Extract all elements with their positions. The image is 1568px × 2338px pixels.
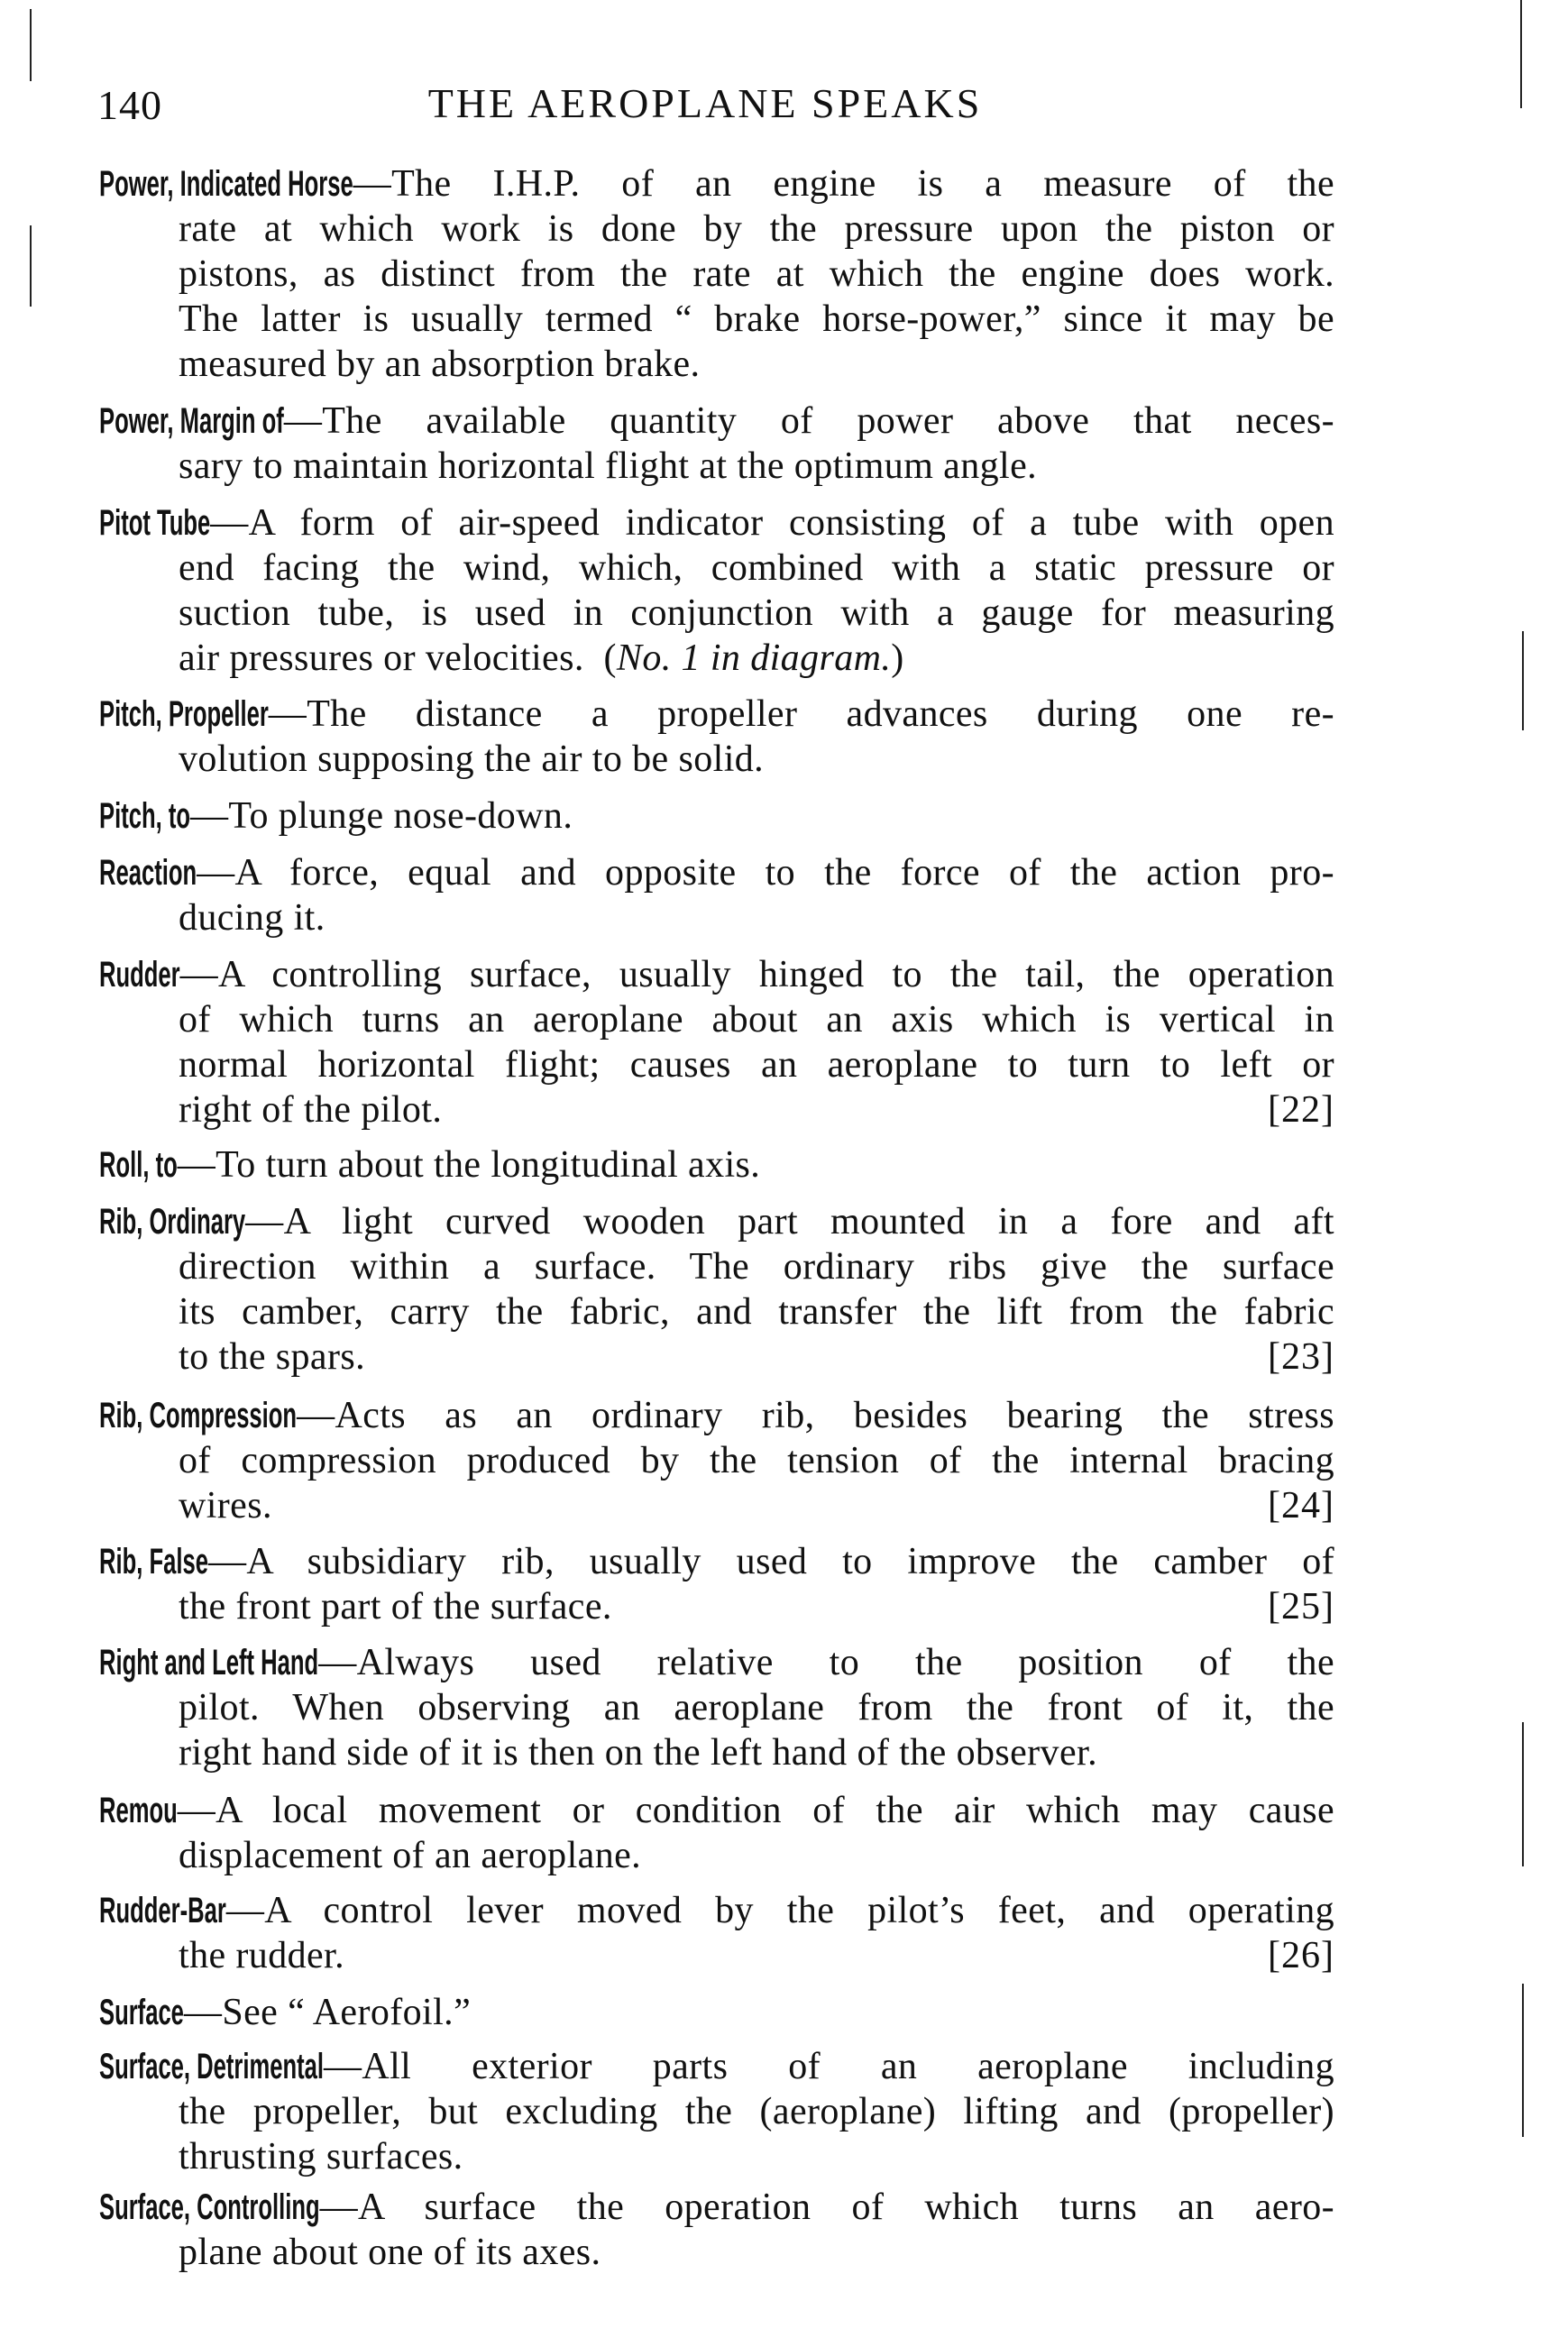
entry-term: Surface — [99, 1993, 184, 2032]
entry-line — [99, 2044, 1334, 2089]
entry-line-text — [99, 954, 1334, 995]
entry-term: Rudder-Bar — [99, 1891, 226, 1930]
entry-line — [179, 1289, 1334, 1334]
entry-term: Remou — [99, 1791, 178, 1830]
entry-term: Pitch, Propeller — [99, 694, 269, 734]
entry-line-text — [99, 2187, 1334, 2228]
entry-line-text — [179, 1687, 1334, 1728]
entry-line — [179, 2134, 1334, 2179]
definition-text: pistons, as distinct from the rate at which the engine does work. — [179, 253, 1334, 295]
entry-line — [179, 737, 1334, 782]
entry-line — [99, 850, 1334, 895]
entry-line-text — [179, 342, 700, 387]
entry-line-text — [179, 1440, 1334, 1481]
entry-line-text — [99, 693, 1334, 735]
entry-line-text — [99, 1890, 1334, 1931]
figure-reference: [23] — [1268, 1336, 1334, 1378]
entry-term: Pitot Tube — [99, 503, 211, 543]
entry-term: Power, Margin of — [99, 401, 284, 441]
entry-line — [99, 399, 1334, 444]
definition-text: its camber, carry the fabric, and transfer the lift from the fabric — [179, 1291, 1334, 1333]
glossary-entry — [99, 1142, 1334, 1187]
definition-text: displacement of an aeroplane. — [179, 1835, 642, 1876]
entry-line-text — [179, 208, 1334, 250]
definition-text: air pressures or velocities. — [179, 637, 584, 679]
entry-line-text — [99, 793, 573, 839]
entry-line — [99, 2185, 1334, 2230]
entry-line — [99, 1640, 1334, 1685]
scan-edge-right — [1522, 1722, 1524, 1866]
figure-reference: [25] — [1268, 1586, 1334, 1627]
definition-text: —All exterior parts of an aeroplane including — [323, 2046, 1334, 2087]
definition-text: to the spars. — [179, 1336, 365, 1378]
figure-reference: [22] — [1268, 1089, 1334, 1131]
definition-text: The latter is usually termed “ brake horse-power,” since it may be — [179, 298, 1334, 340]
definition-text: right of the pilot. — [179, 1089, 443, 1131]
entry-line-text — [99, 1201, 1334, 1242]
glossary-entry — [99, 161, 1334, 387]
entry-line-text — [179, 592, 1334, 634]
entry-line — [179, 1685, 1334, 1730]
entry-line — [99, 1142, 1334, 1187]
entry-line — [99, 1393, 1334, 1438]
definition-text: —A form of air-speed indicator consisting of a tube with open — [210, 502, 1334, 544]
glossary-entry — [99, 793, 1334, 839]
entry-line — [179, 636, 1334, 681]
entry-line — [179, 1244, 1334, 1289]
entry-line-text — [179, 1334, 365, 1380]
definition-text: —The distance a propeller advances during one re- — [268, 693, 1334, 735]
figure-reference: [26] — [1268, 1935, 1334, 1976]
definition-text: wires. — [179, 1485, 272, 1527]
entry-line-text — [179, 1291, 1334, 1333]
entry-line-text — [179, 298, 1334, 340]
entry-line-text — [99, 1990, 471, 2035]
entry-term: Rib, Ordinary — [99, 1202, 246, 1242]
glossary-entry — [99, 692, 1334, 782]
definition-text: right hand side of it is then on the left hand of the observer. — [179, 1732, 1097, 1774]
glossary-entry — [99, 500, 1334, 681]
entry-line — [179, 895, 1334, 940]
entry-line-text — [179, 2134, 463, 2179]
entry-line-text — [179, 547, 1334, 589]
entry-line — [179, 206, 1334, 252]
entry-line — [99, 952, 1334, 997]
entry-line-text — [179, 1044, 1334, 1086]
glossary-entry — [99, 1199, 1334, 1380]
entry-line — [179, 252, 1334, 297]
entry-line-text — [179, 1584, 612, 1629]
scan-edge-right — [1522, 631, 1524, 730]
entry-term: Surface, Detrimental — [99, 2047, 324, 2086]
entry-line-text — [99, 1142, 760, 1187]
definition-text: —A force, equal and opposite to the force of the action pro- — [197, 852, 1334, 894]
definition-text: —To plunge nose-down. — [189, 795, 573, 837]
entry-line — [179, 1438, 1334, 1483]
entry-line-text — [179, 636, 904, 681]
entry-line — [179, 297, 1334, 342]
entry-term: Pitch, to — [99, 796, 190, 836]
entry-line — [99, 161, 1334, 206]
definition-text: pilot. When observing an aeroplane from the front of it, the — [179, 1687, 1334, 1728]
scan-edge-right — [1520, 0, 1522, 108]
entry-line-text — [179, 1730, 1097, 1775]
entry-line — [179, 591, 1334, 636]
entry-line-text — [179, 895, 326, 940]
entry-term: Rib, Compression — [99, 1396, 298, 1435]
scan-edge-right — [1522, 1984, 1524, 2137]
entry-line-text — [99, 1790, 1334, 1831]
entry-line — [179, 2230, 1334, 2275]
diagram-note: (No. 1 in diagram.) — [603, 637, 904, 679]
entry-line — [179, 546, 1334, 591]
entry-line — [179, 444, 1334, 489]
entry-line-text — [99, 400, 1334, 442]
glossary-entry — [99, 2185, 1334, 2275]
entry-line-text — [179, 444, 1037, 489]
entry-line-text — [99, 502, 1334, 544]
definition-text: the front part of the surface. — [179, 1586, 612, 1627]
definition-text: ducing it. — [179, 897, 326, 939]
entry-line-text — [179, 2091, 1334, 2132]
entry-line — [179, 1833, 1334, 1878]
scan-edge-left — [30, 225, 32, 307]
entry-line-text — [179, 999, 1334, 1041]
glossary-entry — [99, 1888, 1334, 1978]
glossary-entry — [99, 1640, 1334, 1775]
entry-line — [179, 1933, 1334, 1978]
definition-text: volution supposing the air to be solid. — [179, 738, 765, 780]
entry-line — [179, 1584, 1334, 1629]
definition-text: —A subsidiary rib, usually used to improve the camber of — [207, 1541, 1334, 1582]
definition-text: measured by an absorption brake. — [179, 344, 701, 385]
definition-text: rate at which work is done by the pressure upon the piston or — [179, 208, 1334, 250]
entry-term: Reaction — [99, 853, 197, 893]
entry-term: Roll, to — [99, 1145, 178, 1185]
entry-line-text — [99, 1541, 1334, 1582]
entry-line — [179, 997, 1334, 1042]
entry-term: Rib, False — [99, 1542, 208, 1582]
glossary-entry — [99, 399, 1334, 489]
entry-term: Right and Left Hand — [99, 1643, 319, 1682]
definition-text: —A local movement or condition of the air which may cause — [177, 1790, 1334, 1831]
entry-line — [99, 1788, 1334, 1833]
definition-text: —Acts as an ordinary rib, besides bearing the stress — [297, 1395, 1334, 1436]
page-number: 140 — [97, 82, 162, 128]
definition-text: thrusting surfaces. — [179, 2136, 463, 2178]
entry-line-text — [179, 1933, 344, 1978]
entry-line — [179, 2089, 1334, 2134]
entry-line — [179, 1730, 1334, 1775]
definition-text: the propeller, but excluding the (aeroplane) lifting and (propeller) — [179, 2091, 1334, 2132]
entry-term: Surface, Controlling — [99, 2187, 320, 2227]
running-head: THE AEROPLANE SPEAKS — [427, 80, 983, 126]
definition-text: the rudder. — [179, 1935, 345, 1976]
definition-text: —A surface the operation of which turns an aero- — [319, 2187, 1334, 2228]
entry-line — [179, 342, 1334, 387]
definition-text: —A controlling surface, usually hinged to the tail, the operation — [179, 954, 1334, 995]
definition-text: suction tube, is used in conjunction with a gauge for measuring — [179, 592, 1334, 634]
entry-line-text — [99, 163, 1334, 205]
entry-line-text — [99, 2046, 1334, 2087]
entry-line-text — [179, 1087, 442, 1132]
entry-line — [179, 1087, 1334, 1132]
definition-text: —The available quantity of power above that neces- — [283, 400, 1334, 442]
definition-text: —See “ Aerofoil.” — [183, 1992, 472, 2033]
definition-text: direction within a surface. The ordinary ribs give the surface — [179, 1246, 1334, 1288]
entry-line-text — [179, 2230, 601, 2275]
definition-text: —The I.H.P. of an engine is a measure of the — [353, 163, 1334, 205]
entry-line — [99, 1990, 1334, 2035]
entry-line-text — [99, 1642, 1334, 1683]
definition-text: plane about one of its axes. — [179, 2232, 601, 2273]
glossary-entry — [99, 1539, 1334, 1629]
entry-line-text — [99, 852, 1334, 894]
entry-line-text — [179, 253, 1334, 295]
scan-edge-left — [30, 9, 32, 81]
glossary-entry — [99, 1990, 1334, 2035]
glossary-entry — [99, 952, 1334, 1132]
definition-text: normal horizontal flight; causes an aeroplane to turn to left or — [179, 1044, 1334, 1086]
entry-line — [99, 1539, 1334, 1584]
entry-line-text — [179, 1833, 641, 1878]
entry-line — [99, 1199, 1334, 1244]
glossary-entry — [99, 850, 1334, 940]
definition-text: end facing the wind, which, combined with a static pressure or — [179, 547, 1334, 589]
entry-line-text — [179, 1483, 272, 1528]
glossary-entry — [99, 2044, 1334, 2179]
entry-term: Rudder — [99, 955, 180, 995]
glossary-entry — [99, 1393, 1334, 1528]
entry-line — [99, 1888, 1334, 1933]
entry-line — [179, 1042, 1334, 1087]
entry-line — [99, 500, 1334, 546]
definition-text: of compression produced by the tension of the internal bracing — [179, 1440, 1334, 1481]
definition-text: —To turn about the longitudinal axis. — [177, 1144, 761, 1186]
entry-line — [179, 1334, 1334, 1380]
definition-text: —A control lever moved by the pilot’s feet, and operating — [225, 1890, 1334, 1931]
entry-line-text — [99, 1395, 1334, 1436]
figure-reference: [24] — [1268, 1485, 1334, 1527]
entry-line — [179, 1483, 1334, 1528]
entry-line-text — [179, 737, 764, 782]
entry-line — [99, 692, 1334, 737]
definition-text: sary to maintain horizontal flight at the optimum angle. — [179, 445, 1038, 487]
definition-text: —A light curved wooden part mounted in a fore and aft — [245, 1201, 1334, 1242]
entry-term: Power, Indicated Horse — [99, 164, 353, 204]
definition-text: —Always used relative to the position of the — [318, 1642, 1334, 1683]
glossary-entry — [99, 1788, 1334, 1878]
definition-text: of which turns an aeroplane about an axis which is vertical in — [179, 999, 1334, 1041]
entry-line — [99, 793, 1334, 839]
entry-line-text — [179, 1246, 1334, 1288]
